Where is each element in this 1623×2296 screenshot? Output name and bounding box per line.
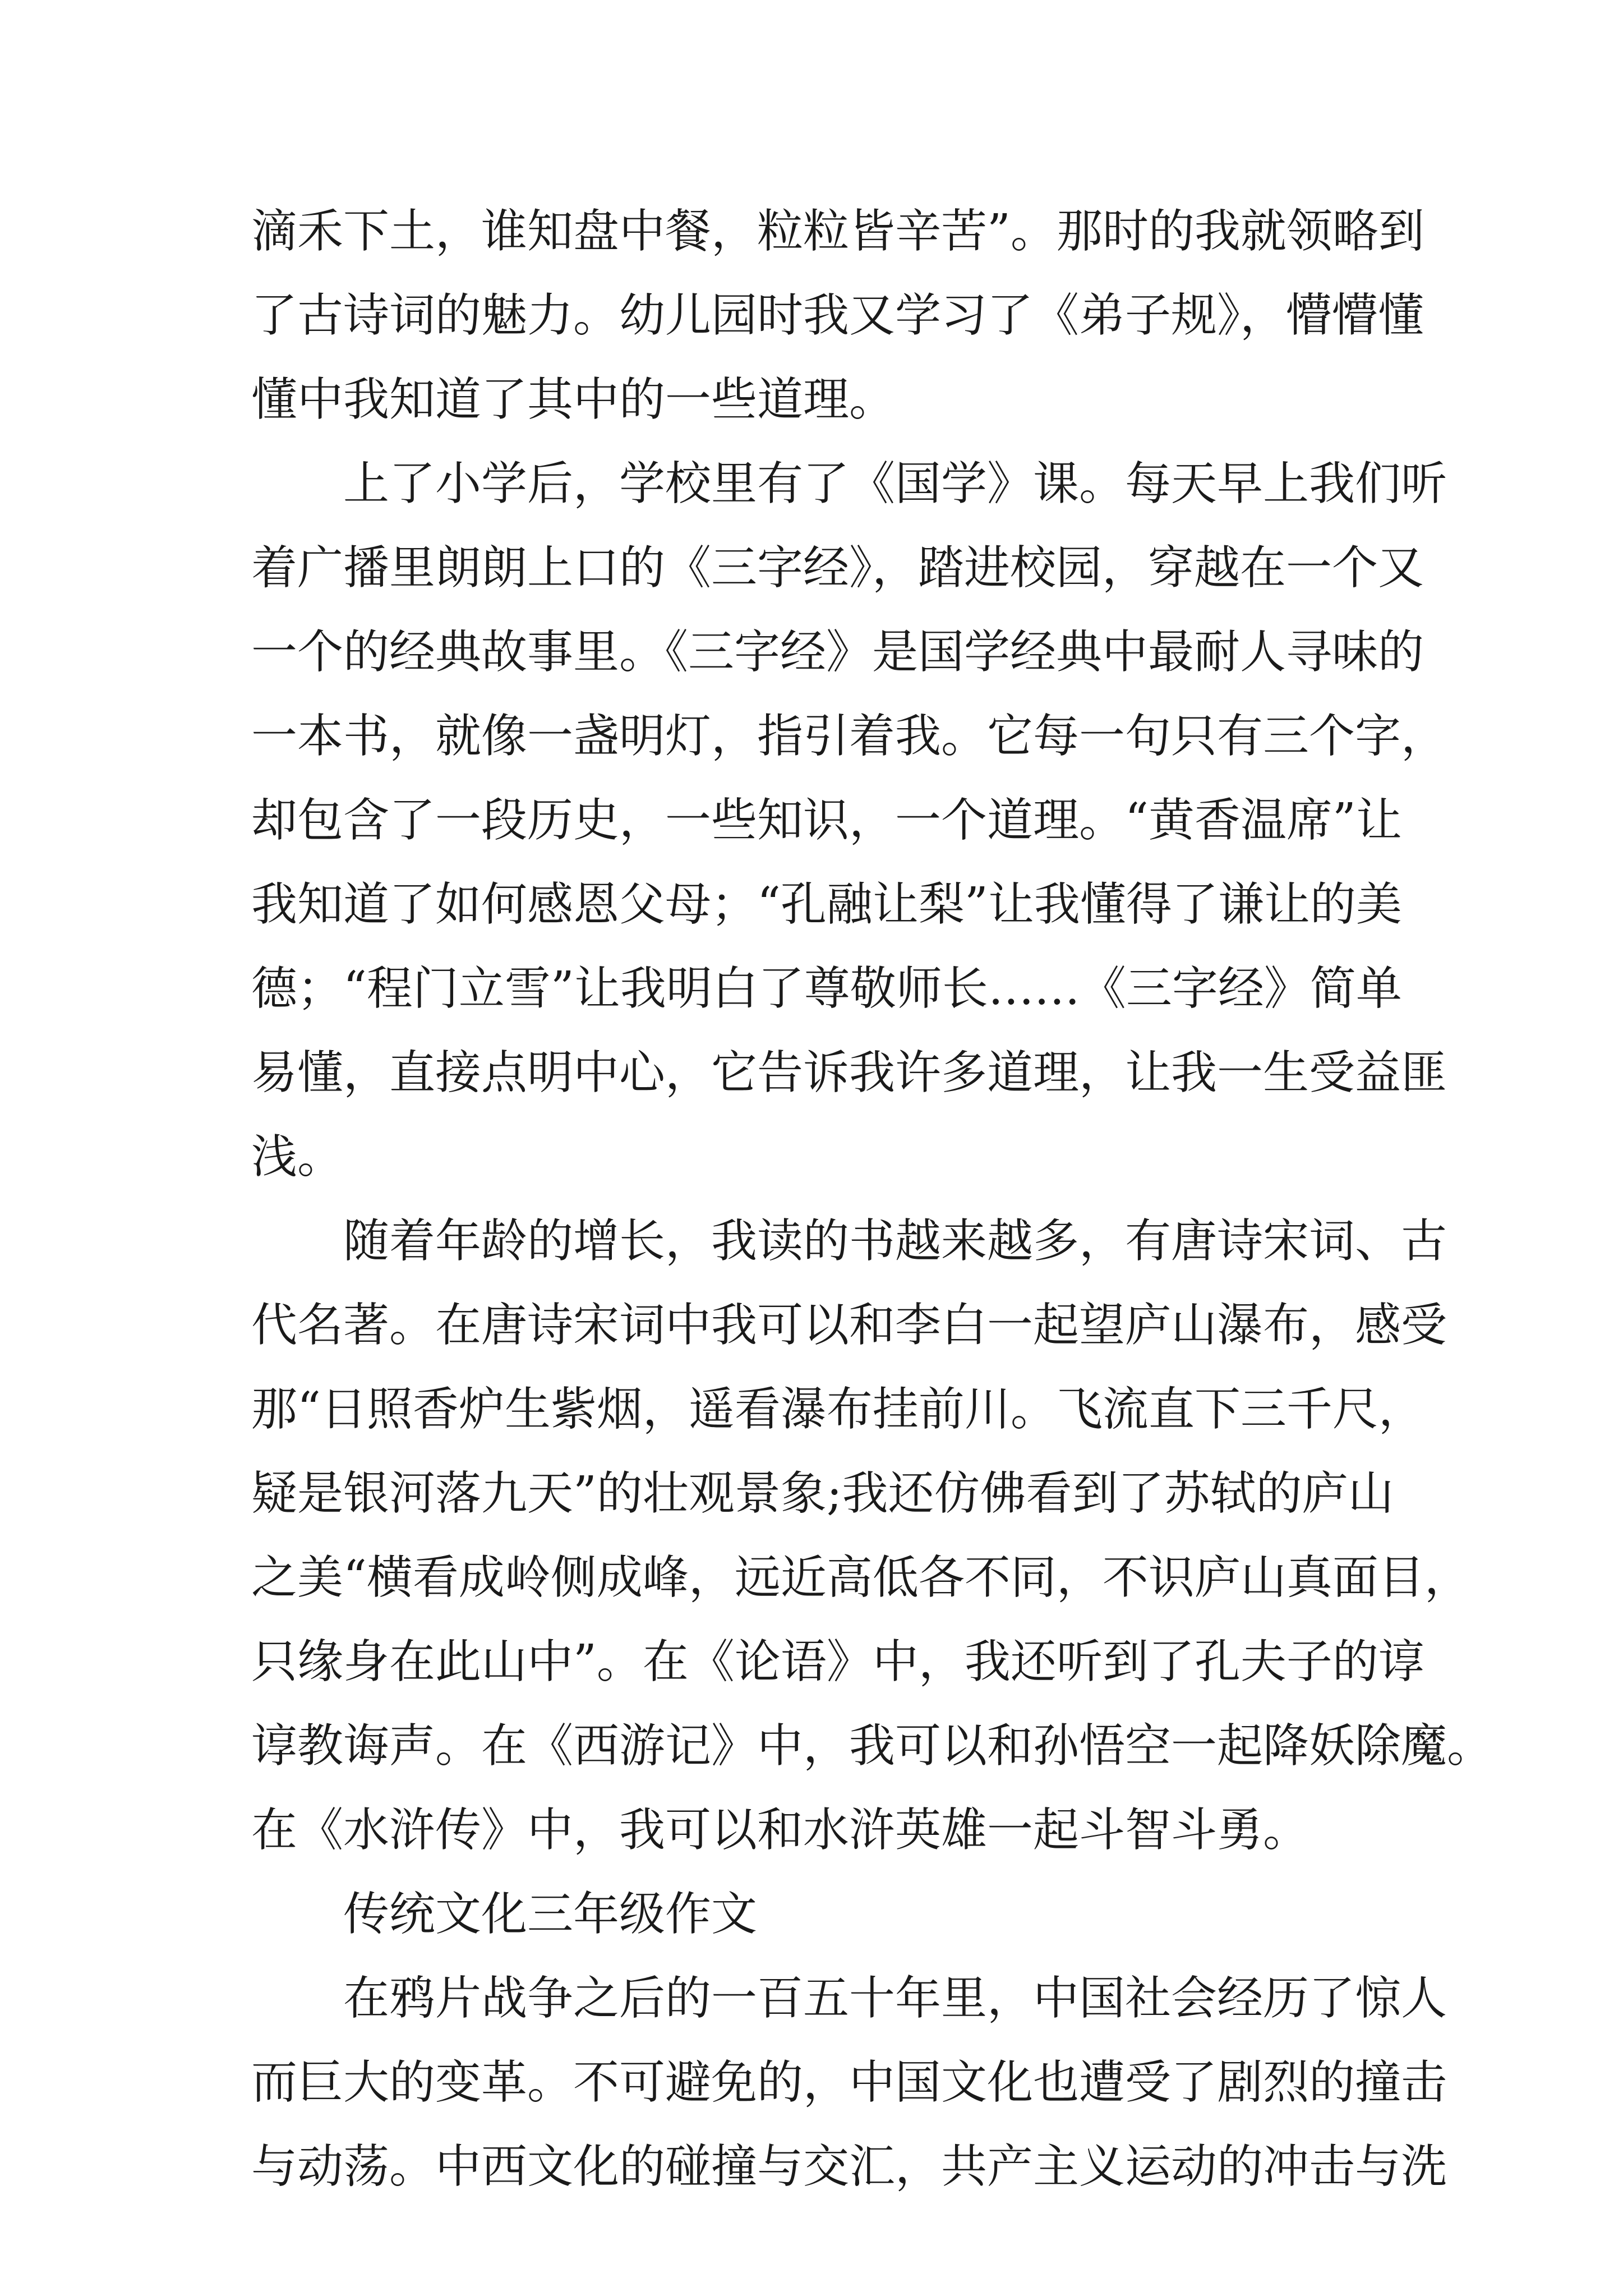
text-line: 谆教诲声。在《西游记》中，我可以和孙悟空一起降妖除魔。 [251, 1719, 1493, 1773]
text-line: 易懂，直接点明中心，它告诉我许多道理，让我一生受益匪 [251, 1046, 1447, 1099]
text-line: 一个的经典故事里。《三字经》是国学经典中最耐人寻味的 [251, 625, 1424, 679]
text-line: 只缘身在此山中”。在《论语》中，我还听到了孔夫子的谆 [251, 1635, 1424, 1688]
text-line: 一本书，就像一盏明灯，指引着我。它每一句只有三个字， [251, 710, 1447, 763]
text-line: 却包含了一段历史，一些知识，一个道理。“黄香温席”让 [251, 794, 1402, 847]
text-line: 着广播里朗朗上口的《三字经》，踏进校园，穿越在一个又 [251, 541, 1424, 595]
text-line: 那“日照香炉生紫烟，遥看瀑布挂前川。飞流直下三千尺， [251, 1383, 1424, 1436]
paragraph-3 [251, 1199, 1493, 1872]
text-line: 疑是银河落九天”的壮观景象;我还仿佛看到了苏轼的庐山 [251, 1467, 1394, 1520]
text-line: 懂中我知道了其中的一些道理。 [251, 373, 896, 426]
text-line: 在《水浒传》中，我可以和水浒英雄一起斗智斗勇。 [251, 1803, 1310, 1857]
body-text [251, 190, 1493, 2209]
paragraph-4 [251, 1957, 1447, 2209]
heading-line: 传统文化三年级作文 [343, 1888, 758, 1941]
text-line: 与动荡。中西文化的碰撞与交汇，共产主义运动的冲击与洗 [251, 2140, 1447, 2193]
section-heading [251, 1872, 1376, 1957]
text-line: 上了小学后，学校里有了《国学》课。每天早上我们听 [343, 457, 1447, 510]
text-line: 代名著。在唐诗宋词中我可以和李白一起望庐山瀑布，感受 [251, 1299, 1447, 1352]
text-line: 在鸦片战争之后的一百五十年里，中国社会经历了惊人 [343, 1972, 1447, 2025]
text-line: 而巨大的变革。不可避免的，中国文化也遭受了剧烈的撞击 [251, 2056, 1447, 2109]
text-line: 滴禾下土，谁知盘中餐，粒粒皆辛苦”。那时的我就领略到 [251, 205, 1424, 258]
text-line: 德；“程门立雪”让我明白了尊敬师长……《三字经》简单 [251, 962, 1402, 1015]
text-line: 浅。 [251, 1130, 344, 1184]
text-line: 了古诗词的魅力。幼儿园时我又学习了《弟子规》，懵懵懂 [251, 289, 1424, 342]
text-line: 我知道了如何感恩父母；“孔融让梨”让我懂得了谦让的美 [251, 878, 1402, 931]
paragraph-2 [251, 442, 1447, 1199]
paragraph-1 [251, 190, 1424, 442]
text-line: 之美“横看成岭侧成峰，远近高低各不同，不识庐山真面目， [251, 1551, 1470, 1604]
text-line: 随着年龄的增长，我读的书越来越多，有唐诗宋词、古 [343, 1214, 1447, 1268]
